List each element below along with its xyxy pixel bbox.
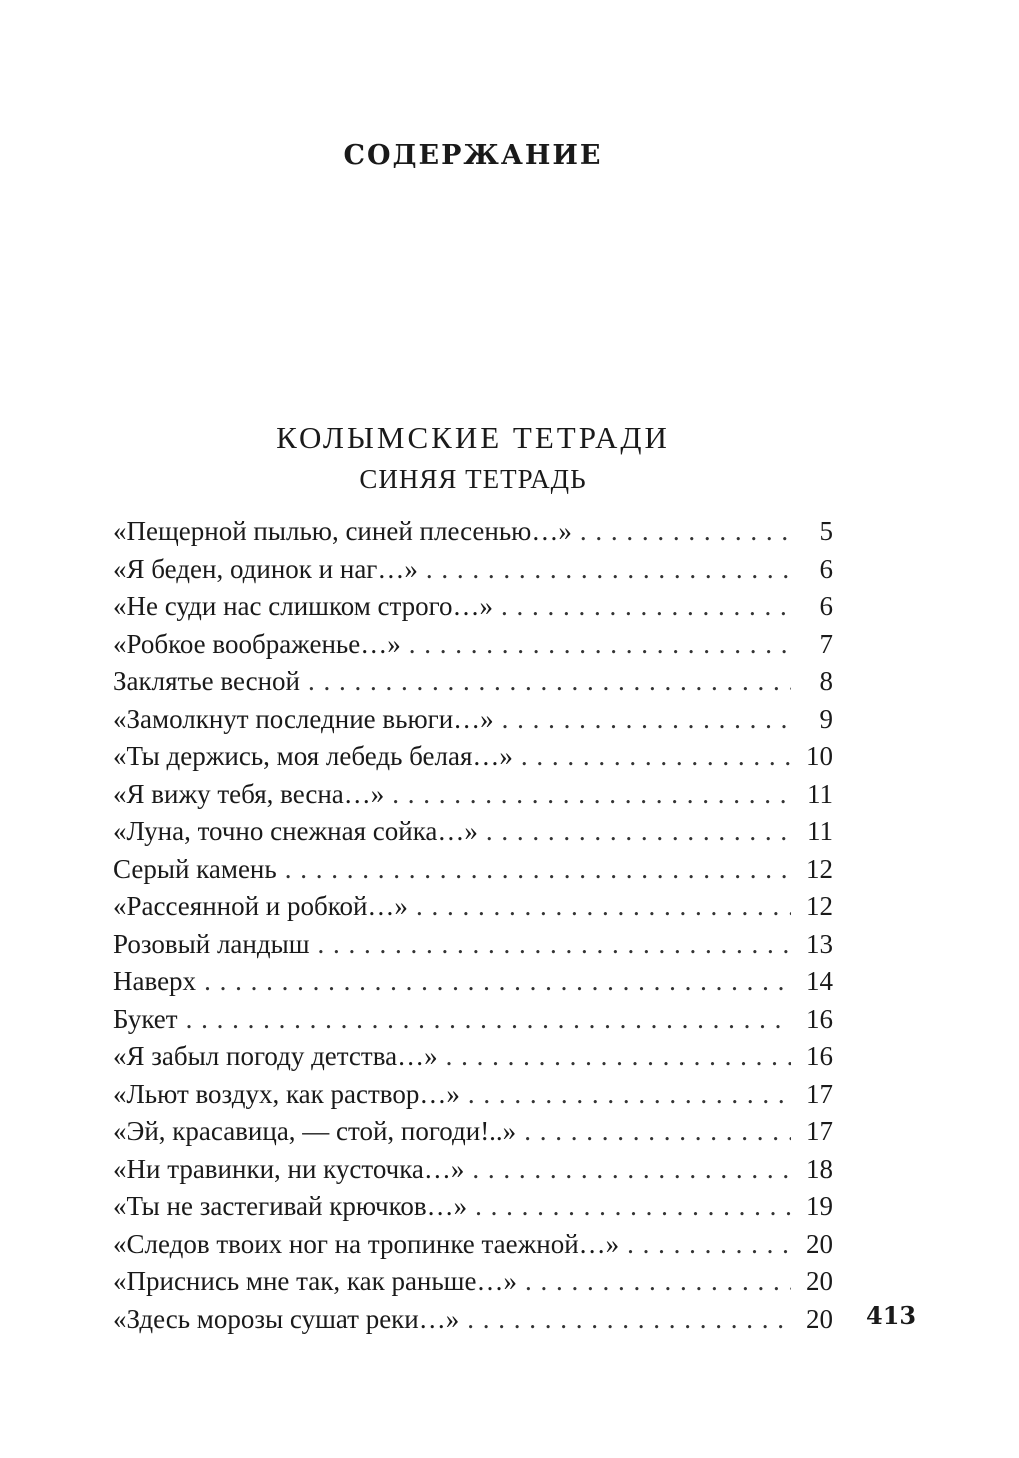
toc-entry[interactable] [113, 551, 833, 589]
toc-dot-leader [627, 1226, 791, 1264]
toc-dot-leader [468, 1076, 791, 1114]
table-of-contents [113, 513, 833, 1338]
toc-entry-page: 18 [806, 1153, 833, 1184]
toc-entry-page: 11 [807, 778, 833, 809]
toc-entry[interactable] [113, 851, 833, 889]
toc-entry-page: 14 [806, 966, 833, 996]
toc-entry-title: «Рассеянной и робкой…» [113, 891, 408, 921]
toc-entry[interactable] [113, 1001, 833, 1039]
toc-entry-title: «Я забыл погоду детства…» [113, 1041, 438, 1071]
toc-entry-page: 6 [819, 591, 833, 621]
subsection-title: СИНЯЯ ТЕТРАДЬ [359, 464, 587, 494]
toc-entry-title: «Луна, точно снежная сойка…» [113, 816, 478, 846]
toc-entry-title: «Ни травинки, ни кусточка…» [113, 1153, 465, 1184]
toc-entry-page: 6 [819, 553, 833, 584]
toc-entry-page: 16 [806, 1041, 833, 1071]
toc-dot-leader [409, 626, 791, 664]
toc-entry-title: «Робкое воображенье…» [113, 628, 401, 659]
page-title: СОДЕРЖАНИЕ [343, 140, 603, 171]
toc-entry-page: 16 [806, 1003, 833, 1034]
toc-entry-title: Букет [113, 1003, 178, 1034]
toc-entry-title: «Я вижу тебя, весна…» [113, 778, 385, 809]
toc-entry-title: Розовый ландыш [113, 928, 310, 959]
toc-entry[interactable] [113, 1038, 833, 1076]
toc-entry[interactable] [113, 1226, 833, 1264]
toc-dot-leader [392, 776, 791, 814]
toc-dot-leader [318, 926, 791, 964]
toc-entry[interactable] [113, 926, 833, 964]
toc-entry[interactable] [113, 813, 833, 851]
toc-dot-leader [521, 738, 791, 776]
toc-dot-leader [486, 813, 791, 851]
toc-entry-page: 20 [806, 1266, 833, 1296]
toc-entry-page: 19 [806, 1191, 833, 1221]
toc-dot-leader [308, 663, 791, 701]
page-number: 413 [866, 1301, 917, 1330]
toc-entry-title: «Ты не застегивай крючков…» [113, 1191, 468, 1221]
toc-dot-leader [467, 1301, 791, 1339]
toc-entry[interactable] [113, 588, 833, 626]
toc-entry-page: 17 [806, 1078, 833, 1109]
toc-dot-leader [426, 551, 791, 589]
toc-dot-leader [186, 1001, 791, 1039]
toc-entry-title: «Замолкнут последние вьюги…» [113, 703, 494, 734]
toc-entry[interactable] [113, 738, 833, 776]
toc-entry-title: «Льют воздух, как раствор…» [113, 1078, 460, 1109]
toc-dot-leader [580, 513, 791, 551]
toc-entry-page: 10 [806, 741, 833, 771]
toc-entry[interactable] [113, 513, 833, 551]
toc-dot-leader [475, 1188, 791, 1226]
toc-entry-page: 13 [806, 928, 833, 959]
section-title: КОЛЫМСКИЕ ТЕТРАДИ [276, 420, 670, 455]
toc-entry-title: «Эй, красавица, — стой, погоди!..» [113, 1116, 517, 1146]
toc-entry-page: 20 [806, 1228, 833, 1259]
toc-entry[interactable] [113, 776, 833, 814]
toc-entry-page: 11 [807, 816, 833, 846]
toc-entry[interactable] [113, 1151, 833, 1189]
toc-entry[interactable] [113, 1076, 833, 1114]
toc-dot-leader [416, 888, 791, 926]
toc-entry-page: 17 [806, 1116, 833, 1146]
toc-entry[interactable] [113, 663, 833, 701]
toc-dot-leader [524, 1113, 791, 1151]
toc-entry-page: 12 [806, 853, 833, 884]
toc-dot-leader [285, 851, 791, 889]
toc-entry[interactable] [113, 701, 833, 739]
toc-entry-title: «Я беден, одинок и наг…» [113, 553, 418, 584]
toc-entry-page: 12 [806, 891, 833, 921]
toc-entry[interactable] [113, 963, 833, 1001]
toc-entry-page: 9 [819, 703, 833, 734]
toc-entry-page: 20 [806, 1303, 833, 1334]
toc-entry-title: Заклятье весной [113, 666, 300, 696]
toc-dot-leader [525, 1263, 791, 1301]
toc-entry-title: «Не суди нас слишком строго…» [113, 591, 494, 621]
toc-entry-title: Наверх [113, 966, 197, 996]
toc-dot-leader [501, 588, 791, 626]
toc-dot-leader [446, 1038, 791, 1076]
toc-entry[interactable] [113, 1263, 833, 1301]
toc-entry[interactable] [113, 626, 833, 664]
toc-entry-page: 7 [819, 628, 833, 659]
toc-entry[interactable] [113, 1188, 833, 1226]
toc-dot-leader [204, 963, 791, 1001]
toc-dot-leader [502, 701, 791, 739]
toc-entry-page: 5 [819, 516, 833, 546]
toc-entry-title: «Приснись мне так, как раньше…» [113, 1266, 517, 1296]
toc-entry[interactable] [113, 1113, 833, 1151]
toc-entry-title: «Ты держись, моя лебедь белая…» [113, 741, 513, 771]
toc-entry[interactable] [113, 1301, 833, 1339]
toc-entry-title: «Следов твоих ног на тропинке таежной…» [113, 1228, 620, 1259]
toc-entry-title: «Здесь морозы сушат реки…» [113, 1303, 460, 1334]
toc-entry-title: «Пещерной пылью, синей плесенью…» [113, 516, 572, 546]
toc-entry[interactable] [113, 888, 833, 926]
toc-dot-leader [472, 1151, 791, 1189]
toc-entry-title: Серый камень [113, 853, 277, 884]
toc-entry-page: 8 [819, 666, 833, 696]
